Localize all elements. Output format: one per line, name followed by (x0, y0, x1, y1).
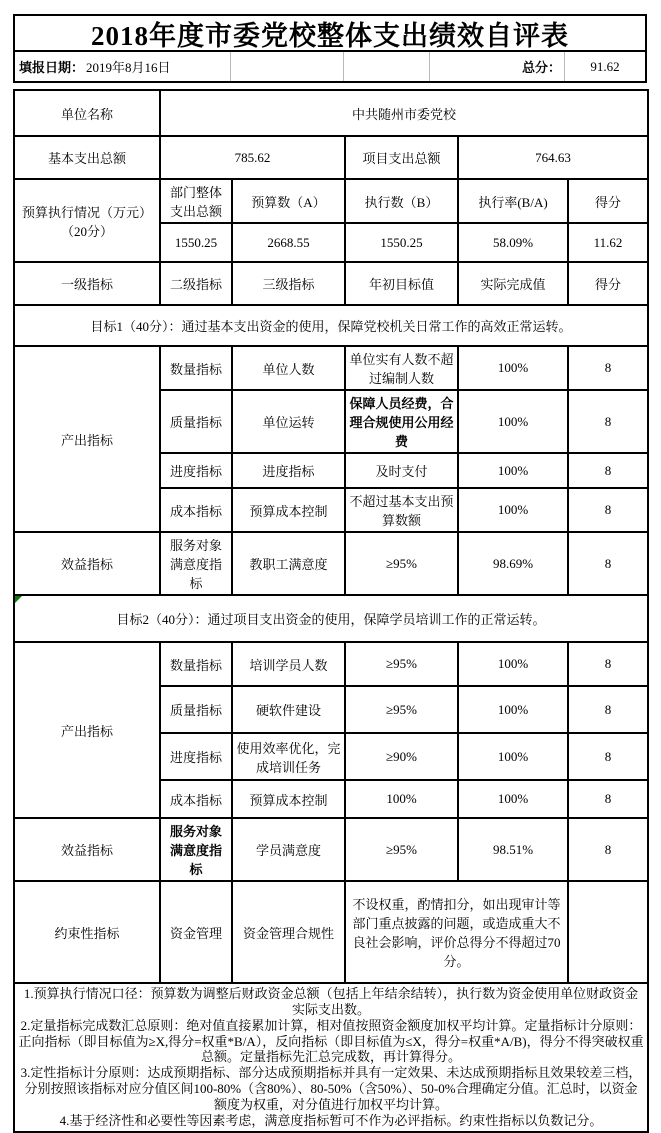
budget-header-cell: 执行率(B/A) (458, 179, 568, 223)
note-line: 4.基于经济性和必要性等因素考虑，满意度指标暂可不作为必评指标。约束性指标以负数记分。 (59, 1112, 603, 1128)
indicator-l3-cell: 预算成本控制 (232, 780, 345, 818)
goal2-title (14, 595, 648, 642)
indicator-l3-cell: 培训学员人数 (232, 642, 345, 686)
target-value-cell: ≥90% (345, 733, 458, 780)
target-value-cell: ≥95% (345, 686, 458, 733)
budget-value-cell: 11.62 (568, 223, 648, 262)
goal2-benefit-indicator-label: 效益指标 (14, 818, 160, 881)
indicator-header-cell: 三级指标 (232, 262, 345, 305)
budget-value-cell: 2668.55 (232, 223, 345, 262)
budget-label-line2: （20分） (60, 223, 113, 239)
budget-value-cell: 1550.25 (345, 223, 458, 262)
table-row (14, 305, 648, 346)
budget-value-cell: 1550.25 (160, 223, 232, 262)
total-score-label: 总分： (430, 52, 565, 81)
report-sheet (13, 14, 647, 1133)
score-cell: 8 (568, 488, 648, 532)
goal1-benefit-indicator-label: 效益指标 (14, 532, 160, 595)
report-date-value: 2019年8月16日 (86, 60, 171, 75)
meta-spacer-2 (344, 52, 430, 81)
indicator-l2-cell: 服务对象满意度指标 (160, 818, 232, 881)
target-value-cell: 及时支付 (345, 453, 458, 488)
indicator-l3-cell: 单位运转 (232, 390, 345, 453)
budget-section-label (14, 179, 160, 262)
table-row (14, 532, 648, 595)
indicator-l2-cell: 进度指标 (160, 733, 232, 780)
budget-value-cell: 58.09% (458, 223, 568, 262)
note-line: 3.定性指标计分原则：达成预期指标、部分达成预期指标并具有一定效果、未达成预期指标且效果较差三档，分别按照该指标对应分值区间100-80%（含80%）、80-50%（含50%）、50-0%合理确定分值。汇总时，以资金额度为权重，对分值进行加权平均计算。 (20, 1065, 642, 1113)
unit-name-label: 单位名称 (14, 90, 160, 136)
budget-header-cell: 执行数（B） (345, 179, 458, 223)
budget-header-cell: 部门整体支出总额 (160, 179, 232, 223)
fund-management-cell: 资金管理 (160, 881, 232, 983)
table-row (14, 346, 648, 390)
indicator-l3-cell: 硬软件建设 (232, 686, 345, 733)
indicator-l3-cell: 使用效率优化，完成培训任务 (232, 733, 345, 780)
table-row (14, 881, 648, 983)
target-value-cell: 保障人员经费，合理合规使用公用经费 (345, 390, 458, 453)
meta-row (13, 52, 647, 83)
score-cell: 8 (568, 686, 648, 733)
target-value-cell: ≥95% (345, 642, 458, 686)
table-row (14, 642, 648, 686)
score-cell: 8 (568, 642, 648, 686)
indicator-l2-cell: 服务对象满意度指标 (160, 532, 232, 595)
goal1-output-indicator-label: 产出指标 (14, 346, 160, 532)
total-score-value: 91.62 (590, 58, 620, 74)
table-row (14, 262, 648, 305)
indicator-l2-cell: 成本指标 (160, 488, 232, 532)
budget-header-cell: 预算数（A） (232, 179, 345, 223)
target-value-cell: ≥95% (345, 532, 458, 595)
unit-name-value: 中共随州市委党校 (160, 90, 648, 136)
notes-cell (14, 983, 648, 1132)
goal2-title-text: 目标2（40分）：通过项目支出资金的使用，保障学员培训工作的正常运转。 (116, 612, 546, 627)
note-line: 1.预算执行情况口径：预算数为调整后财政资金总额（包括上年结余结转），执行数为资金使用单位财政资金实际支出数。 (23, 986, 639, 1017)
actual-value-cell: 100% (458, 642, 568, 686)
indicator-l2-cell: 进度指标 (160, 453, 232, 488)
indicator-header-cell: 得分 (568, 262, 648, 305)
project-expense-label: 项目支出总额 (345, 136, 458, 179)
actual-value-cell: 100% (458, 780, 568, 818)
score-cell: 8 (568, 453, 648, 488)
indicator-l2-cell: 质量指标 (160, 686, 232, 733)
score-cell: 8 (568, 532, 648, 595)
meta-spacer-1 (231, 52, 344, 81)
project-expense-value: 764.63 (458, 136, 648, 179)
goal1-title: 目标1（40分）：通过基本支出资金的使用，保障党校机关日常工作的高效正常运转。 (14, 305, 648, 346)
table-row (14, 595, 648, 642)
score-cell: 8 (568, 780, 648, 818)
report-date (15, 52, 231, 81)
indicator-l3-cell: 学员满意度 (232, 818, 345, 881)
compliance-cell: 资金管理合规性 (232, 881, 345, 983)
indicator-l2-cell: 数量指标 (160, 346, 232, 390)
basic-expense-value: 785.62 (160, 136, 345, 179)
indicator-l3-cell: 进度指标 (232, 453, 345, 488)
basic-expense-label: 基本支出总额 (14, 136, 160, 179)
actual-value-cell: 100% (458, 733, 568, 780)
actual-value-cell: 100% (458, 686, 568, 733)
assessment-table (13, 89, 649, 1133)
table-row (14, 179, 648, 223)
table-row (14, 818, 648, 881)
table-row (14, 90, 648, 136)
indicator-header-cell: 二级指标 (160, 262, 232, 305)
constraint-indicator-label: 约束性指标 (14, 881, 160, 983)
score-cell: 8 (568, 346, 648, 390)
budget-label-line1: 预算执行情况（万元） (21, 204, 152, 220)
indicator-header-cell: 一级指标 (14, 262, 160, 305)
goal2-output-indicator-label: 产出指标 (14, 642, 160, 818)
indicator-l3-cell: 预算成本控制 (232, 488, 345, 532)
actual-value-cell: 100% (458, 453, 568, 488)
target-value-cell: 单位实有人数不超过编制人数 (345, 346, 458, 390)
target-value-cell: 不超过基本支出预算数额 (345, 488, 458, 532)
page-title: 2018年度市委党校整体支出绩效自评表 (13, 14, 647, 52)
note-line: 2.定量指标完成数汇总原则：绝对值直接累加计算，相对值按照资金额度加权平均计算。定量指标计分原则：正向指标（即目标值为≥X,得分=权重*B/A），反向指标（即目标值为≤X，得分=权重*A/B)，得分不得突破权重总额。定量指标先汇总完成数，再计算得分。 (18, 1017, 644, 1065)
indicator-header-cell: 实际完成值 (458, 262, 568, 305)
target-value-cell: ≥95% (345, 818, 458, 881)
indicator-l3-cell: 教职工满意度 (232, 532, 345, 595)
actual-value-cell: 98.69% (458, 532, 568, 595)
target-value-cell: 100% (345, 780, 458, 818)
constraint-desc-cell: 不设权重，酌情扣分，如出现审计等部门重点披露的问题，或造成重大不良社会影响，评价总得分不得超过70分。 (345, 881, 568, 983)
comment-marker-icon (15, 596, 22, 603)
indicator-l2-cell: 成本指标 (160, 780, 232, 818)
indicator-l3-cell: 单位人数 (232, 346, 345, 390)
score-cell: 8 (568, 390, 648, 453)
report-date-label: 填报日期： (19, 60, 85, 75)
indicator-l2-cell: 数量指标 (160, 642, 232, 686)
table-row (14, 983, 648, 1132)
budget-header-cell: 得分 (568, 179, 648, 223)
constraint-score-cell (568, 881, 648, 983)
indicator-l2-cell: 质量指标 (160, 390, 232, 453)
score-cell: 8 (568, 733, 648, 780)
score-cell: 8 (568, 818, 648, 881)
actual-value-cell: 98.51% (458, 818, 568, 881)
actual-value-cell: 100% (458, 488, 568, 532)
table-row (14, 136, 648, 179)
actual-value-cell: 100% (458, 390, 568, 453)
actual-value-cell: 100% (458, 346, 568, 390)
indicator-header-cell: 年初目标值 (345, 262, 458, 305)
